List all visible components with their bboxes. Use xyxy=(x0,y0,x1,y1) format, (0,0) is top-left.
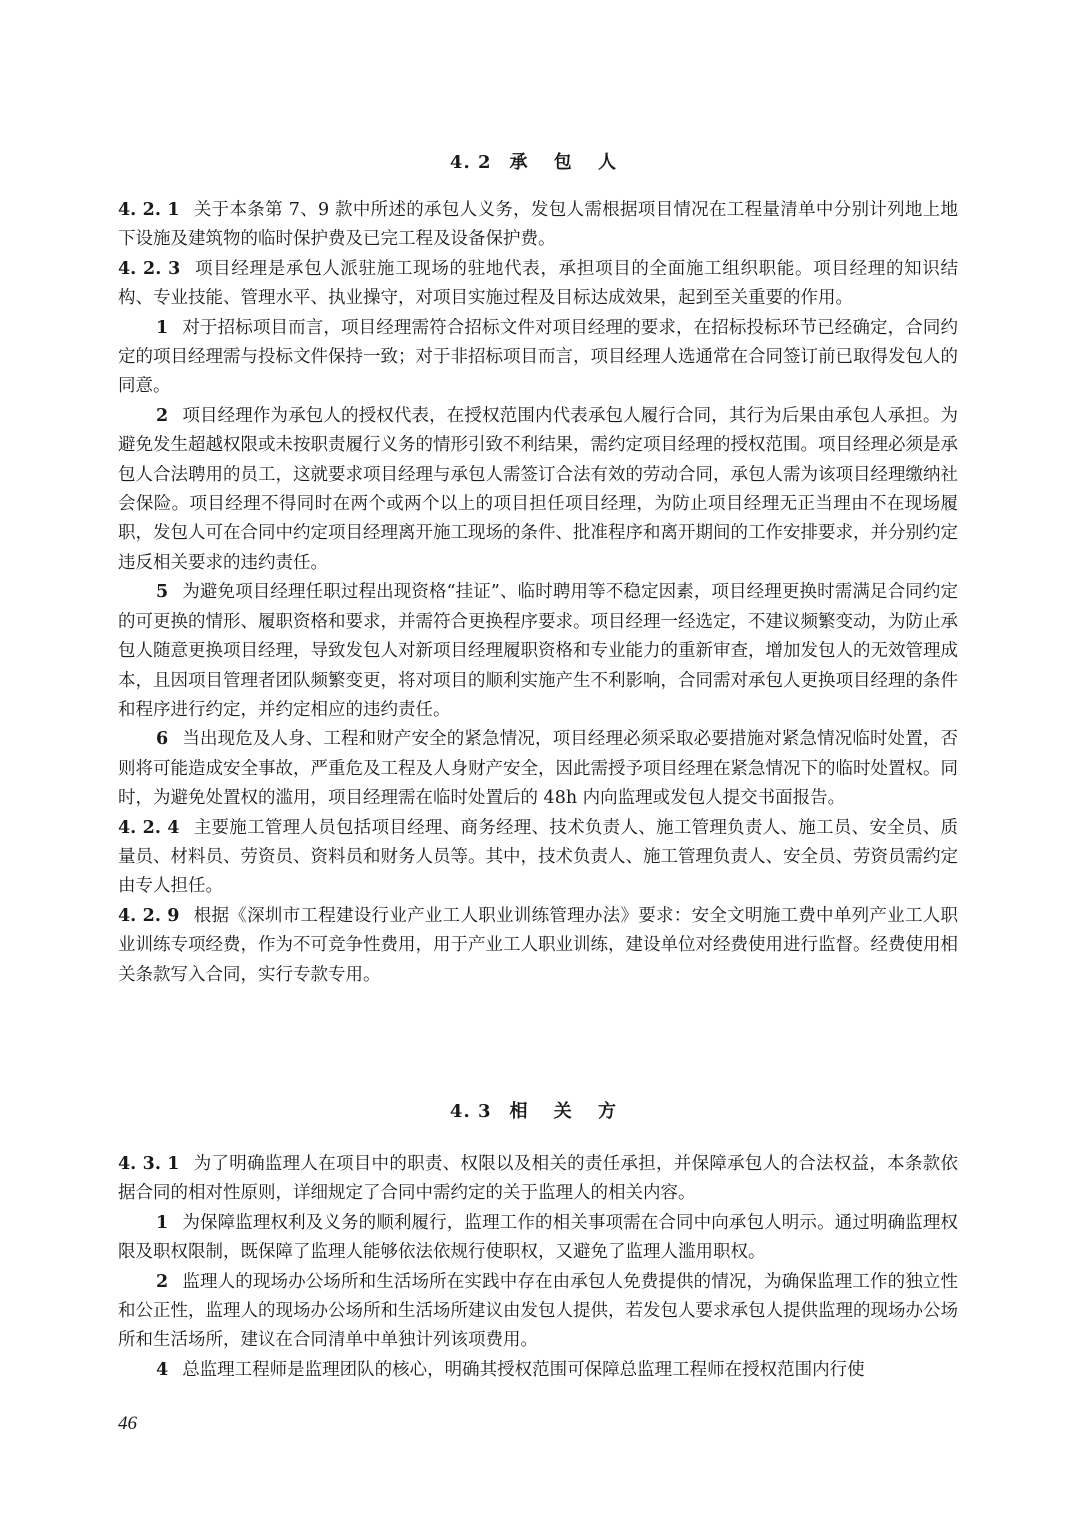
list-item xyxy=(118,578,958,725)
item-text: 监理人的现场办公场所和生活场所在实践中存在由承包人免费提供的情况，为确保监理工作的独立性和公正性，监理人的现场办公场所和生活场所建议由发包人提供，若发包人要求承包人提供监理的现场办公场所和生活场所，建议在合同清单中单独计列该项费用。 xyxy=(118,1271,958,1351)
item-text: 对于招标项目而言，项目经理需符合招标文件对项目经理的要求，在招标投标环节已经确定，合同约定的项目经理需与投标文件保持一致；对于非招标项目而言，项目经理人选通常在合同签订前已取得发包人的同意。 xyxy=(118,317,958,397)
list-item xyxy=(118,1356,958,1385)
item-number: 5 xyxy=(156,582,169,603)
item-number: 2 xyxy=(156,405,169,426)
clause-4-2-4 xyxy=(118,814,958,902)
list-item xyxy=(118,314,958,402)
item-text: 为避免项目经理任职过程出现资格“挂证”、临时聘用等不稳定因素，项目经理更换时需满足合同约定的可更换的情形、履职资格和要求，并需符合更换程序要求。项目经理一经选定，不建议频繁变动，为防止承包人随意更换项目经理，导致发包人对新项目经理履职资格和专业能力的重新审查，增加发包人的无效管理成本，且因项目管理者团队频繁变更，将对项目的顺利实施产生不利影响，合同需对承包人更换项目经理的条件和程序进行约定，并约定相应的违约责任。 xyxy=(118,582,958,720)
clause-text: 关于本条第 7、9 款中所述的承包人义务，发包人需根据项目情况在工程量清单中分别计列地上地下设施及建筑物的临时保护费及已完工程及设备保护费。 xyxy=(118,200,959,250)
clause-text: 为了明确监理人在项目中的职责、权限以及相关的责任承担，并保障承包人的合法权益，本条款依据合同的相对性原则，详细规定了合同中需约定的关于监理人的相关内容。 xyxy=(118,1154,958,1204)
clause-text: 项目经理是承包人派驻施工现场的驻地代表，承担项目的全面施工组织职能。项目经理的知识结构、专业技能、管理水平、执业操守，对项目实施过程及目标达成效果，起到至关重要的作用。 xyxy=(118,258,959,309)
item-text: 项目经理作为承包人的授权代表，在授权范围内代表承包人履行合同，其行为后果由承包人承担。为避免发生超越权限或未按职责履行义务的情形引致不利结果，需约定项目经理的授权范围。项目经理必须是承包人合法聘用的员工，这就要求项目经理与承包人需签订合法有效的劳动合同，承包人需为该项目经理缴纳社会保险。项目经理不得同时在两个或两个以上的项目担任项目经理，为防止项目经理无正当理由不在现场履职，发包人可在合同中约定项目经理离开施工现场的条件、批准程序和离开期间的工作安排要求，并分别约定违反相关要求的违约责任。 xyxy=(118,405,958,573)
clause-number: 4. 2. 4 xyxy=(118,817,180,838)
list-item xyxy=(118,725,958,813)
item-number: 1 xyxy=(156,317,169,338)
clause-4-2-3 xyxy=(118,255,958,314)
section-4-2-body xyxy=(118,196,958,990)
item-number: 2 xyxy=(156,1271,169,1292)
clause-4-2-9 xyxy=(118,902,958,990)
section-4-3-body xyxy=(118,1150,958,1385)
item-text: 总监理工程师是监理团队的核心，明确其授权范围可保障总监理工程师在授权范围内行使 xyxy=(182,1359,865,1380)
section-heading-4-2 xyxy=(118,148,958,174)
clause-number: 4. 3. 1 xyxy=(118,1154,180,1174)
page-number: 46 xyxy=(118,1413,137,1434)
list-item xyxy=(118,1268,958,1356)
clause-4-2-1 xyxy=(118,196,958,255)
clause-text: 主要施工管理人员包括项目经理、商务经理、技术负责人、施工管理负责人、施工员、安全员、质量员、材料员、劳资员、资料员和财务人员等。其中，技术负责人、施工管理负责人、安全员、劳资员需约定由专人担任。 xyxy=(118,817,958,897)
list-item xyxy=(118,1209,958,1268)
item-number: 1 xyxy=(156,1212,169,1233)
clause-number: 4. 2. 1 xyxy=(118,200,180,220)
item-number: 6 xyxy=(156,729,169,750)
section-number: 4. 3 xyxy=(449,1101,492,1122)
item-text: 当出现危及人身、工程和财产安全的紧急情况，项目经理必须采取必要措施对紧急情况临时处置，否则将可能造成安全事故，严重危及工程及人身财产安全，因此需授予项目经理在紧急情况下的临时处置权。同时，为避免处置权的滥用，项目经理需在临时处置后的 48h 内向监理或发包人提交书面报告。 xyxy=(118,729,958,809)
section-title: 相 关 方 xyxy=(509,1101,627,1122)
section-title: 承 包 人 xyxy=(509,152,627,173)
clause-number: 4. 2. 9 xyxy=(118,905,180,926)
clause-4-3-1 xyxy=(118,1150,958,1209)
list-item xyxy=(118,402,958,578)
clause-number: 4. 2. 3 xyxy=(118,258,181,279)
item-number: 4 xyxy=(156,1359,169,1380)
section-number: 4. 2 xyxy=(449,152,492,173)
section-heading-4-3 xyxy=(118,1097,958,1123)
clause-text: 根据《深圳市工程建设行业产业工人职业训练管理办法》要求：安全文明施工费中单列产业工人职业训练专项经费，作为不可竞争性费用，用于产业工人职业训练，建设单位对经费使用进行监督。经费使用相关条款写入合同，实行专款专用。 xyxy=(118,905,958,985)
item-text: 为保障监理权利及义务的顺利履行，监理工作的相关事项需在合同中向承包人明示。通过明确监理权限及职权限制，既保障了监理人能够依法依规行使职权，又避免了监理人滥用职权。 xyxy=(118,1212,958,1263)
